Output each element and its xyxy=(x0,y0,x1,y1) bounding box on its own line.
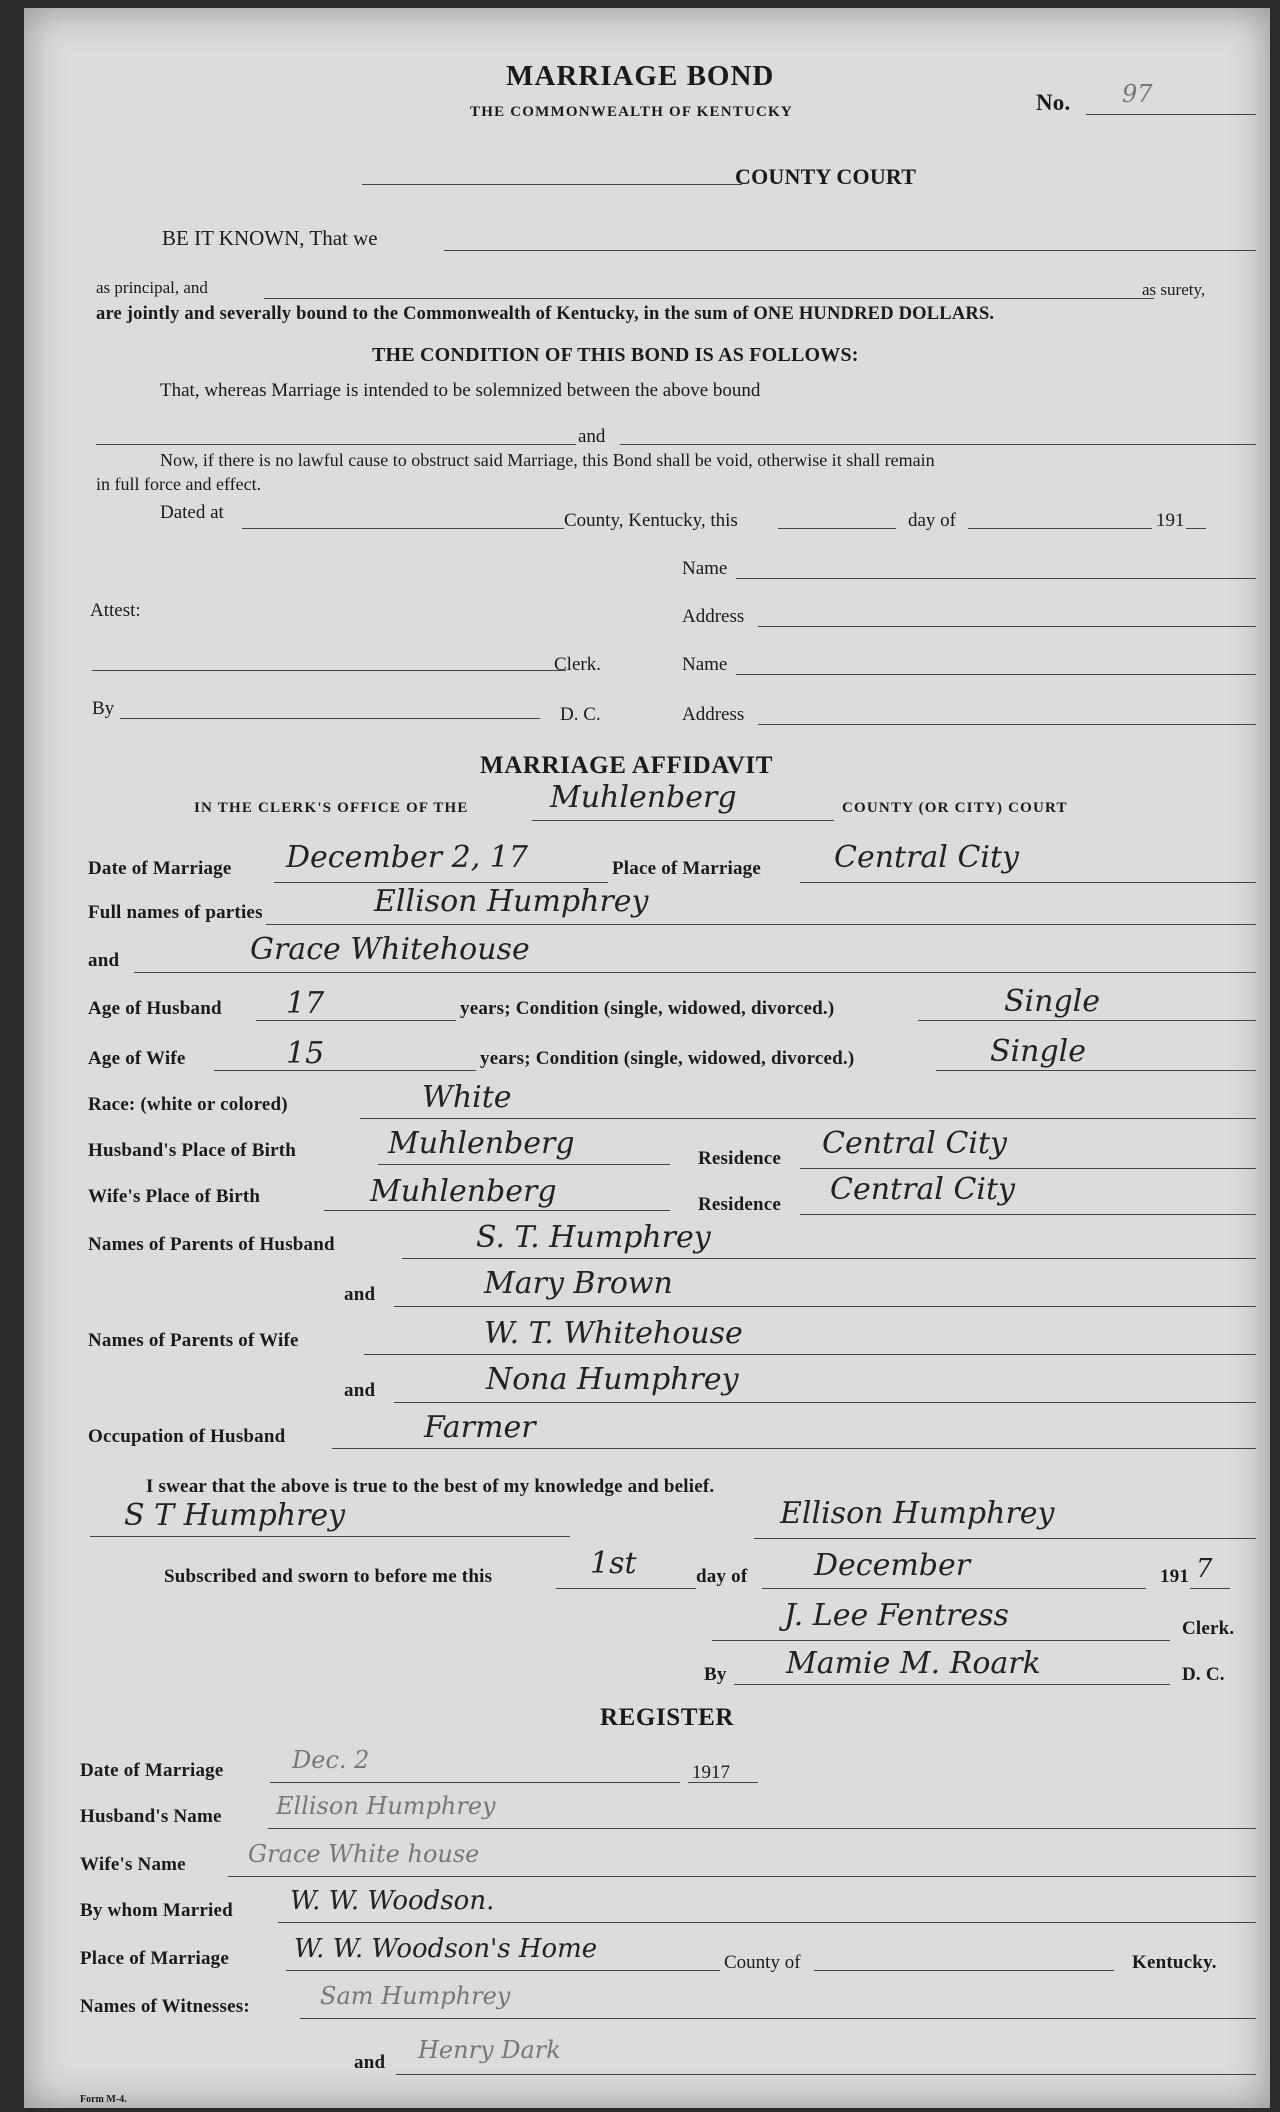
register-wife-label: Wife's Name xyxy=(80,1854,186,1875)
age-wife-value: 15 xyxy=(286,1036,325,1071)
wife-birth-label: Wife's Place of Birth xyxy=(88,1186,261,1207)
race-value: White xyxy=(422,1080,512,1115)
husband-parents-and: and xyxy=(344,1284,376,1305)
bond-title: MARRIAGE BOND xyxy=(506,60,775,92)
subscribed-text: Subscribed and sworn to before me this xyxy=(164,1566,493,1587)
by-label: By xyxy=(92,698,115,719)
surety-address-label-2: Address xyxy=(682,704,745,725)
jointly-bound-text: are jointly and severally bound to the Commonwealth of Kentucky, in the sum of ONE HUNDRED DOLLARS. xyxy=(96,304,995,324)
now-text-line2: in full force and effect. xyxy=(96,474,262,494)
clerk-name-signature: J. Lee Fentress xyxy=(784,1598,1009,1633)
subscribed-year-prefix: 191 xyxy=(1160,1566,1190,1587)
register-county-of: County of xyxy=(724,1952,801,1973)
surety-name-label-1: Name xyxy=(682,558,728,579)
condition-heading: THE CONDITION OF THIS BOND IS AS FOLLOWS: xyxy=(372,344,859,366)
age-husband-label: Age of Husband xyxy=(88,998,222,1019)
dated-at: Dated at xyxy=(160,502,224,523)
wife-parents-and: and xyxy=(344,1380,376,1401)
witness1-value: Sam Humphrey xyxy=(320,1982,511,2010)
now-text-line1: Now, if there is no lawful cause to obstruct said Marriage, this Bond shall be void, otherwise it shall remain xyxy=(160,450,935,470)
occupation-value: Farmer xyxy=(424,1410,536,1445)
and-label: and xyxy=(88,950,120,971)
husband-birth-value: Muhlenberg xyxy=(388,1126,575,1161)
as-surety: as surety, xyxy=(1142,280,1206,299)
witness2-value: Henry Dark xyxy=(418,2036,561,2064)
month-value: December xyxy=(814,1548,971,1583)
subscribed-day-of: day of xyxy=(696,1566,748,1587)
surety-address-label-1: Address xyxy=(682,606,745,627)
full-names-label: Full names of parties xyxy=(88,902,263,923)
years-condition-wife: years; Condition (single, widowed, divorced.) xyxy=(480,1048,855,1069)
register-husband-value: Ellison Humphrey xyxy=(276,1792,496,1820)
age-husband-value: 17 xyxy=(286,986,325,1021)
parents-husband-label: Names of Parents of Husband xyxy=(88,1234,335,1255)
years-condition-husband: years; Condition (single, widowed, divorced.) xyxy=(460,998,835,1019)
husband-mother-value: Mary Brown xyxy=(484,1266,673,1301)
clerks-office-label: IN THE CLERK'S OFFICE OF THE xyxy=(194,800,469,816)
place-of-marriage-value: Central City xyxy=(834,840,1019,875)
wife-birth-value: Muhlenberg xyxy=(370,1174,557,1209)
register-kentucky: Kentucky. xyxy=(1132,1952,1217,1973)
race-label: Race: (white or colored) xyxy=(88,1094,288,1115)
county-court-label: COUNTY COURT xyxy=(735,164,917,189)
bond-number-label: No. xyxy=(1036,90,1071,115)
party1-name: Ellison Humphrey xyxy=(374,884,649,919)
party2-name: Grace Whitehouse xyxy=(250,932,530,967)
wife-father-value: W. T. Whitehouse xyxy=(484,1316,743,1351)
husband-residence-value: Central City xyxy=(822,1126,1007,1161)
date-of-marriage-value: December 2, 17 xyxy=(286,840,528,875)
wife-residence-label: Residence xyxy=(698,1194,782,1215)
be-it-known: BE IT KNOWN, That we xyxy=(162,226,378,250)
day-of: day of xyxy=(908,510,957,531)
register-title: REGISTER xyxy=(600,1704,735,1731)
husband-father-value: S. T. Humphrey xyxy=(476,1220,711,1255)
condition-wife-value: Single xyxy=(990,1034,1087,1069)
dc-label: D. C. xyxy=(560,704,601,725)
and-between: and xyxy=(578,426,606,447)
year-191: 191 xyxy=(1156,510,1185,531)
commonwealth-subtitle: THE COMMONWEALTH OF KENTUCKY xyxy=(470,104,793,120)
register-by-whom-value: W. W. Woodson. xyxy=(290,1886,495,1916)
bond-number-value: 97 xyxy=(1122,80,1153,108)
wife-residence-value: Central City xyxy=(830,1172,1015,1207)
subscribed-year-suffix: 7 xyxy=(1196,1554,1213,1584)
day-value: 1st xyxy=(590,1546,637,1581)
date-of-marriage-label: Date of Marriage xyxy=(88,858,232,879)
as-principal: as principal, and xyxy=(96,278,208,297)
age-wife-label: Age of Wife xyxy=(88,1048,186,1069)
register-place-label: Place of Marriage xyxy=(80,1948,229,1969)
register-year-value: 1917 xyxy=(692,1762,730,1783)
condition-husband-value: Single xyxy=(1004,984,1101,1019)
register-husband-label: Husband's Name xyxy=(80,1806,222,1827)
register-place-value: W. W. Woodson's Home xyxy=(294,1934,598,1964)
county-city-court-label: COUNTY (OR CITY) COURT xyxy=(842,800,1068,816)
register-witness-and: and xyxy=(354,2052,386,2073)
swear-text: I swear that the above is true to the best of my knowledge and belief. xyxy=(146,1476,715,1497)
county-name-handwritten: Muhlenberg xyxy=(550,780,737,815)
occupation-label: Occupation of Husband xyxy=(88,1426,286,1447)
affidavit-by-label: By xyxy=(704,1664,727,1685)
attest-label: Attest: xyxy=(90,600,141,621)
signature-right: Ellison Humphrey xyxy=(780,1496,1055,1531)
whereas-text: That, whereas Marriage is intended to be solemnized between the above bound xyxy=(160,380,761,401)
register-wife-value: Grace White house xyxy=(248,1840,480,1868)
form-id: Form M-4. xyxy=(80,2094,127,2105)
surety-name-label-2: Name xyxy=(682,654,728,675)
county-kentucky-this: County, Kentucky, this xyxy=(564,510,738,531)
husband-birth-label: Husband's Place of Birth xyxy=(88,1140,297,1161)
document-page xyxy=(24,8,1270,2108)
register-date-label: Date of Marriage xyxy=(80,1760,224,1781)
place-of-marriage-label: Place of Marriage xyxy=(612,858,761,879)
clerk-label: Clerk. xyxy=(554,654,601,675)
signature-left: S T Humphrey xyxy=(124,1498,346,1533)
register-by-whom-label: By whom Married xyxy=(80,1900,233,1921)
affidavit-title: MARRIAGE AFFIDAVIT xyxy=(480,752,774,779)
parents-wife-label: Names of Parents of Wife xyxy=(88,1330,299,1351)
affidavit-clerk-label: Clerk. xyxy=(1182,1618,1235,1639)
husband-residence-label: Residence xyxy=(698,1148,782,1169)
deputy-clerk-signature: Mamie M. Roark xyxy=(786,1646,1041,1681)
wife-mother-value: Nona Humphrey xyxy=(486,1362,739,1397)
register-date-value: Dec. 2 xyxy=(292,1746,370,1774)
affidavit-dc-label: D. C. xyxy=(1182,1664,1225,1685)
register-witnesses-label: Names of Witnesses: xyxy=(80,1996,250,2017)
